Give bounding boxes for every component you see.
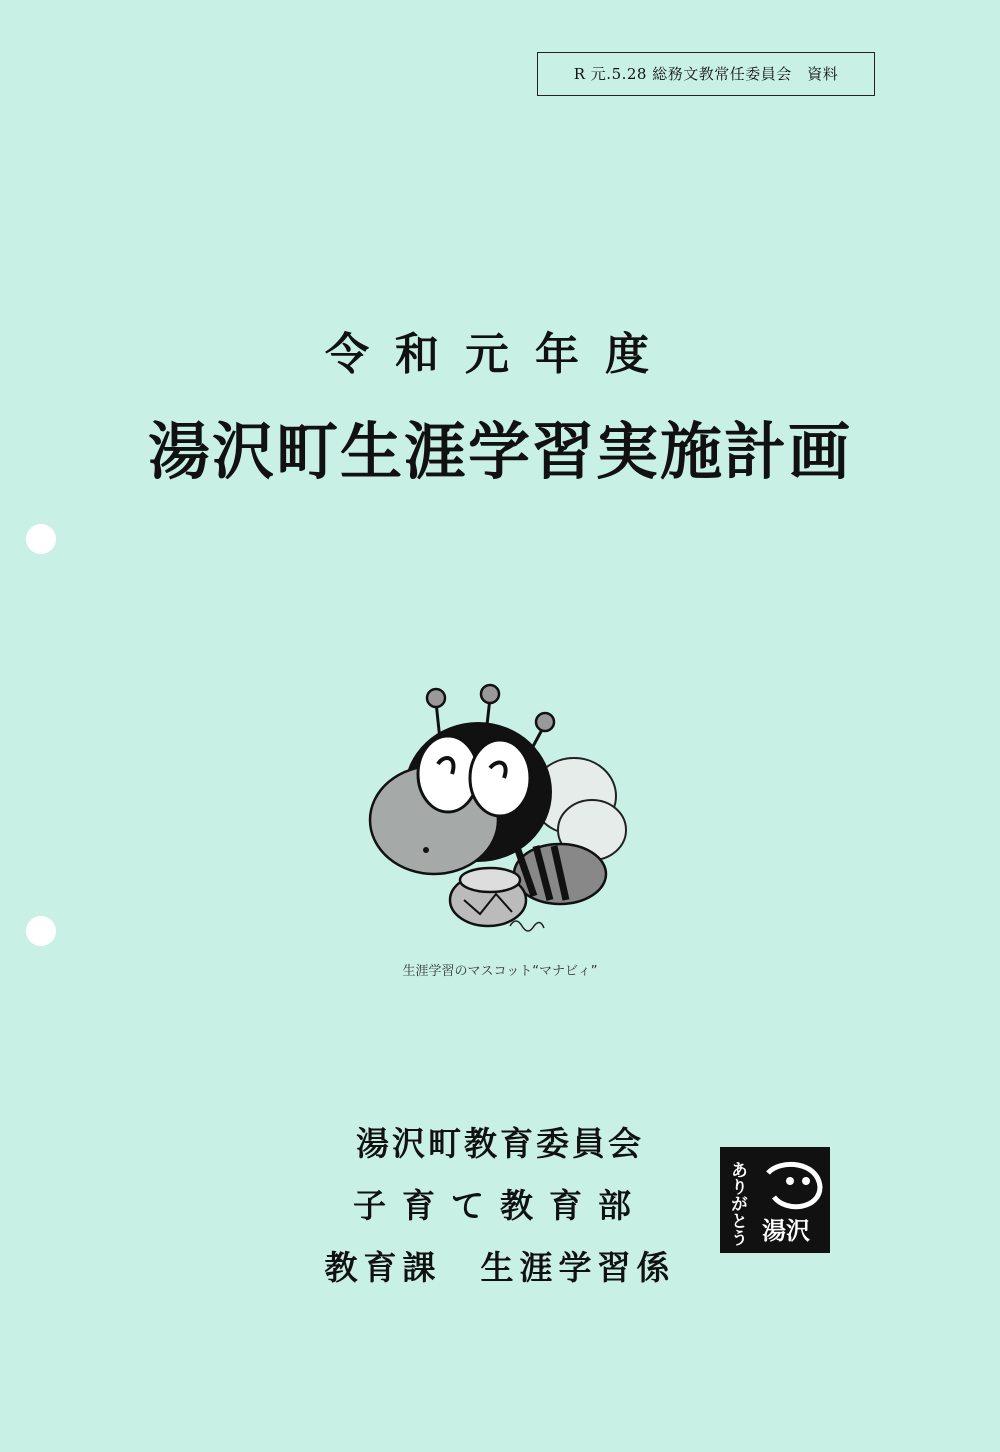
fiscal-year-heading: 令和元年度 [325, 329, 675, 380]
publisher-department: 子育て教育部 [353, 1186, 647, 1225]
arigatou-yuzawa-logo [720, 1147, 830, 1253]
publisher-section: 教育課 生涯学習係 [324, 1248, 676, 1287]
logo-vertical-text: ありがとう [727, 1161, 747, 1246]
punch-hole-top [26, 524, 56, 554]
logo-town-text: 湯沢 [762, 1217, 810, 1245]
meeting-note-box: R 元.5.28 総務文教常任委員会 資料 [537, 52, 875, 96]
publisher-board: 湯沢町教育委員会 [356, 1124, 644, 1163]
document-title: 湯沢町生涯学習実施計画 [147, 415, 852, 488]
mascot-illustration [360, 678, 640, 948]
punch-hole-bottom [26, 916, 56, 946]
mascot-caption: 生涯学習のマスコット“マナビィ” [402, 964, 598, 979]
